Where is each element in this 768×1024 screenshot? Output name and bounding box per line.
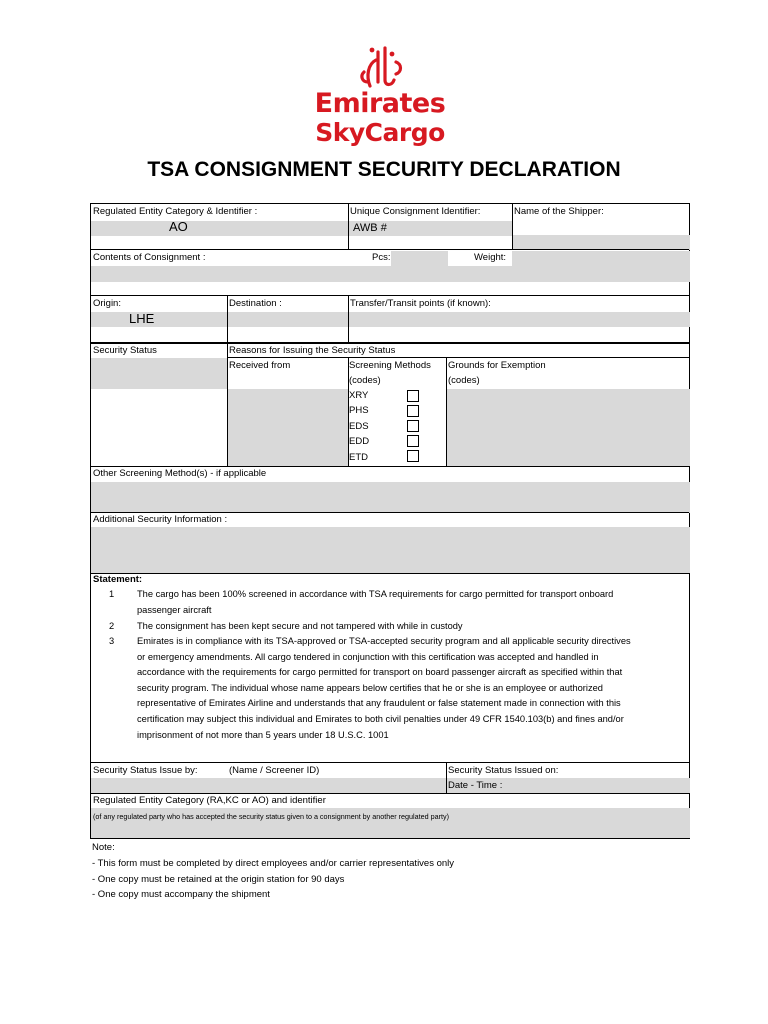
method-edd-checkbox[interactable]: [407, 435, 419, 447]
note-line: - One copy must be retained at the origin station for 90 days: [92, 873, 345, 885]
col-divider: [348, 295, 349, 342]
notes-heading: Note:: [92, 842, 115, 853]
destination-label: Destination :: [229, 298, 282, 309]
emirates-calligraphy-logo: [352, 42, 412, 92]
destination-field[interactable]: [227, 312, 348, 327]
exemption-codes-label: (codes): [448, 375, 480, 386]
transfer-field[interactable]: [348, 312, 690, 327]
method-xry-checkbox[interactable]: [407, 390, 419, 402]
contents-field[interactable]: [91, 266, 690, 282]
pcs-field[interactable]: [391, 251, 448, 266]
pcs-label: Pcs:: [372, 252, 391, 263]
contents-label: Contents of Consignment :: [93, 252, 206, 263]
origin-value: LHE: [129, 311, 155, 326]
origin-field[interactable]: [91, 312, 227, 327]
regulated-entity-2-label: Regulated Entity Category (RA,KC or AO) and identifier: [93, 795, 326, 806]
statement-item-number: 3: [109, 636, 115, 646]
uci-label: Unique Consignment Identifier:: [350, 206, 481, 217]
method-etd-checkbox[interactable]: [407, 450, 419, 462]
issued-by-field[interactable]: [91, 778, 446, 793]
statement-line: Emirates is in compliance with its TSA-approved or TSA-accepted security program and all applicable security directives: [137, 636, 631, 646]
col-divider: [446, 762, 447, 793]
note-line: - This form must be completed by direct employees and/or carrier representatives only: [92, 857, 455, 869]
notes-section: [92, 840, 454, 903]
method-etd-label: ETD: [349, 452, 368, 463]
row-divider: [91, 512, 689, 513]
statement-item-2: [109, 619, 689, 635]
col-divider: [446, 357, 447, 466]
statement-line: accordance with the requirements for cargo permitted for transport on board passenger aircraft as specified within that: [137, 667, 623, 678]
statement-item-number: 1: [109, 589, 115, 599]
row-divider: [91, 466, 689, 467]
statement-line: imprisonment of not more than 5 years under 18 U.S.C. 1001: [137, 729, 389, 740]
screener-id-label: (Name / Screener ID): [229, 765, 320, 776]
screening-methods-label: Screening Methods: [349, 360, 431, 371]
statement-line: passenger aircraft: [137, 604, 212, 615]
origin-label: Origin:: [93, 298, 121, 309]
security-status-label: Security Status: [93, 345, 157, 356]
row-divider: [91, 573, 689, 574]
row-divider: [91, 762, 689, 763]
method-eds-label: EDS: [349, 421, 369, 432]
shipper-label: Name of the Shipper:: [514, 206, 604, 217]
statement-item-number: 2: [109, 621, 115, 631]
statement-item-1: [109, 587, 689, 619]
note-line: - One copy must accompany the shipment: [92, 889, 270, 901]
method-eds-checkbox[interactable]: [407, 420, 419, 432]
page-title: TSA CONSIGNMENT SECURITY DECLARATION: [147, 158, 621, 181]
col-divider: [227, 342, 228, 466]
row-divider: [91, 793, 689, 794]
brand-name-emirates: Emirates: [314, 88, 446, 119]
transfer-label: Transfer/Transit points (if known):: [350, 298, 491, 309]
exemption-label: Grounds for Exemption: [448, 360, 546, 371]
weight-field[interactable]: [512, 251, 690, 266]
additional-info-label: Additional Security Information :: [93, 514, 228, 525]
uci-value: AWB #: [353, 222, 387, 234]
security-status-field[interactable]: [91, 358, 227, 389]
statement-line: The cargo has been 100% screened in accordance with TSA requirements for cargo permitted for transport onboard: [137, 589, 614, 599]
received-from-label: Received from: [229, 360, 291, 371]
brand-name-skycargo: SkyCargo: [315, 118, 445, 147]
date-time-label: Date - Time :: [448, 780, 503, 791]
statement-line: or emergency amendments. All cargo tendered in conjunction with this certification was accepted and handled in: [137, 651, 599, 662]
row-divider: [91, 249, 689, 250]
statement-heading: Statement:: [93, 574, 143, 585]
received-from-field[interactable]: [227, 389, 348, 466]
regulated-entity-2-note: (of any regulated party who has accepted the security status given to a consignment by another regulated party): [93, 812, 449, 821]
statement-line: The consignment has been kept secure and not tampered with while in custody: [137, 621, 463, 631]
additional-info-field[interactable]: [91, 527, 690, 573]
other-screening-label: Other Screening Method(s) - if applicable: [93, 468, 267, 479]
row-divider: [91, 295, 689, 296]
issued-by-label: Security Status Issue by:: [93, 765, 198, 776]
statement-line: security program. The individual whose name appears below certifies that he or she is an employee or authorized: [137, 682, 603, 693]
screening-codes-label: (codes): [349, 375, 381, 386]
shipper-field[interactable]: [512, 235, 690, 250]
regulated-entity-label: Regulated Entity Category & Identifier :: [93, 206, 258, 217]
issued-on-label: Security Status Issued on:: [448, 765, 559, 776]
regulated-entity-field[interactable]: [91, 221, 348, 236]
regulated-entity-value: AO: [169, 219, 188, 234]
col-divider: [348, 204, 349, 249]
other-screening-field[interactable]: [91, 482, 690, 513]
declaration-form: [90, 203, 690, 839]
reasons-label: Reasons for Issuing the Security Status: [229, 345, 396, 356]
weight-label: Weight:: [474, 252, 507, 263]
statement-line: representative of Emirates Airline and understands that any fraudulent or false statement made in connection with this: [137, 698, 621, 709]
method-phs-checkbox[interactable]: [407, 405, 419, 417]
method-xry-label: XRY: [349, 390, 369, 401]
row-divider: [227, 357, 689, 358]
statement-item-3: [109, 634, 689, 746]
col-divider: [227, 295, 228, 342]
statement-line: certification may subject this individual and Emirates to both civil penalties under 49 CFR 1540.103(b) and fines and/or: [137, 713, 624, 724]
exemption-field[interactable]: [446, 389, 690, 466]
method-phs-label: PHS: [349, 405, 369, 416]
col-divider: [512, 204, 513, 249]
row-divider: [91, 342, 689, 344]
method-edd-label: EDD: [349, 436, 370, 447]
